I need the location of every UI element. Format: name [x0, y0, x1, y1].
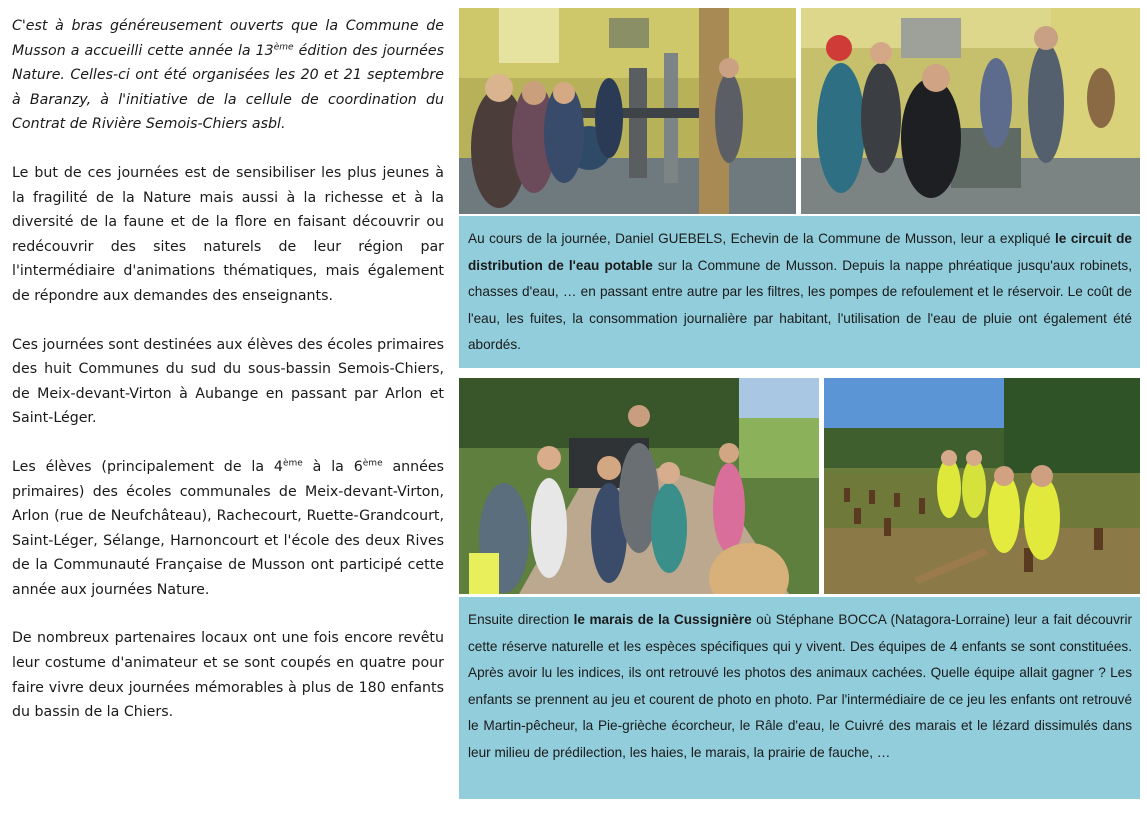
- audience-paragraph: Ces journées sont destinées aux élèves des écoles primaires des huit Communes du sud du sous-bassin Semois-Chiers, de Meix-devant-Virton à Aubange en passant par Arlon et Saint-Léger.: [12, 336, 444, 427]
- caption1-text-part2: sur la Commune de Musson. Depuis la nappe phréatique jusqu'aux robinets, chasses d'eau, … en passant entre autre par les filtres, les pompes de refoulement et le réservoir. Le coût de l'eau, les fuites, la consommation journalière par habitant, l'utilisation de l'eau de pluie ont également été abordés.: [468, 257, 1132, 353]
- purpose-paragraph: Le but de ces journées est de sensibiliser les plus jeunes à la fragilité de la Nature mais aussi à la richesse et à la diversité de la faune et de la flore en faisant découvrir ou redécouvrir des sites naturels de leur région par l'intermédiaire d'animations thématiques, mais également de répondre aux demandes des enseignants.: [12, 164, 444, 304]
- schools-text-part3: années primaires) des écoles communales de Meix-devant-Virton, Arlon (rue de Neufchâteau), Rachecourt, Ruette-Grandcourt, Saint-Léger, Sélange, Harnoncourt et l'école des deux Rives de la Communauté Française de Musson ont participé cette année aux journées Nature.: [12, 458, 445, 598]
- photo-pumping-station-pipes-image: [801, 8, 1140, 214]
- photo-pumping-station-image: [459, 8, 796, 214]
- photo-path-children-image: [459, 378, 819, 594]
- schools-paragraph: [12, 455, 444, 603]
- caption1-text-part1: Au cours de la journée, Daniel GUEBELS, Echevin de la Commune de Musson, leur a expliqué: [468, 231, 1056, 246]
- partners-paragraph: De nombreux partenaires locaux ont une fois encore revêtu leur costume d'animateur et se sont coupés en quatre pour faire vivre deux journées mémorables à plus de 180 enfants du bassin de la Chiers.: [12, 630, 444, 721]
- schools-text-part2: à la 6: [302, 458, 363, 475]
- caption-water-circuit: [459, 216, 1140, 368]
- schools-text-part1: Les élèves (principalement de la 4: [12, 458, 283, 475]
- article-text-column: [12, 14, 444, 749]
- ordinal-superscript: ème: [362, 458, 383, 469]
- caption-marsh-game: [459, 597, 1140, 799]
- ordinal-superscript: ème: [273, 41, 294, 52]
- caption1-highlight: le circuit de distribution de l'eau potable: [468, 231, 1132, 273]
- caption2-text-part2: où Stéphane BOCCA (Natagora-Lorraine) leur a fait découvrir cette réserve naturelle et les espèces spécifiques qui y vivent. Des équipes de 4 enfants se sont constituées. Après avoir lu les indices, ils ont retrouvé les photos des animaux cachées. Quelle équipe allait gagner ? Les enfants se prennent au jeu et courent de photo en photo. Par l'intermédiaire de ce jeu les enfants ont retrouvé le Martin-pêcheur, la Pie-grièche écorcheur, le Râle d'eau, le Cuivré des marais et le lézard dissimulés dans leur milieu de prédilection, les haies, le marais, la prairie de fauche, …: [468, 612, 1132, 760]
- photo-marsh-reserve-image: [824, 378, 1140, 594]
- caption2-text-part1: Ensuite direction: [468, 612, 574, 627]
- photo-marsh-reserve: [824, 378, 1140, 594]
- ordinal-superscript: ème: [282, 458, 303, 469]
- intro-text-part1: C'est à bras généreusement ouverts que la Commune de Musson a accueilli cette année la 13: [12, 18, 444, 59]
- intro-paragraph: [12, 14, 444, 137]
- photo-pumping-station-pipes: [801, 8, 1140, 214]
- intro-text-part2: édition des journées Nature. Celles-ci ont été organisées les 20 et 21 septembre à Baranzy, à l'initiative de la cellule de coordination du Contrat de Rivière Semois-Chiers asbl.: [12, 42, 444, 133]
- caption2-highlight: le marais de la Cussignière: [573, 612, 752, 627]
- photo-pumping-station-group: [459, 8, 796, 214]
- photo-path-children: [459, 378, 819, 594]
